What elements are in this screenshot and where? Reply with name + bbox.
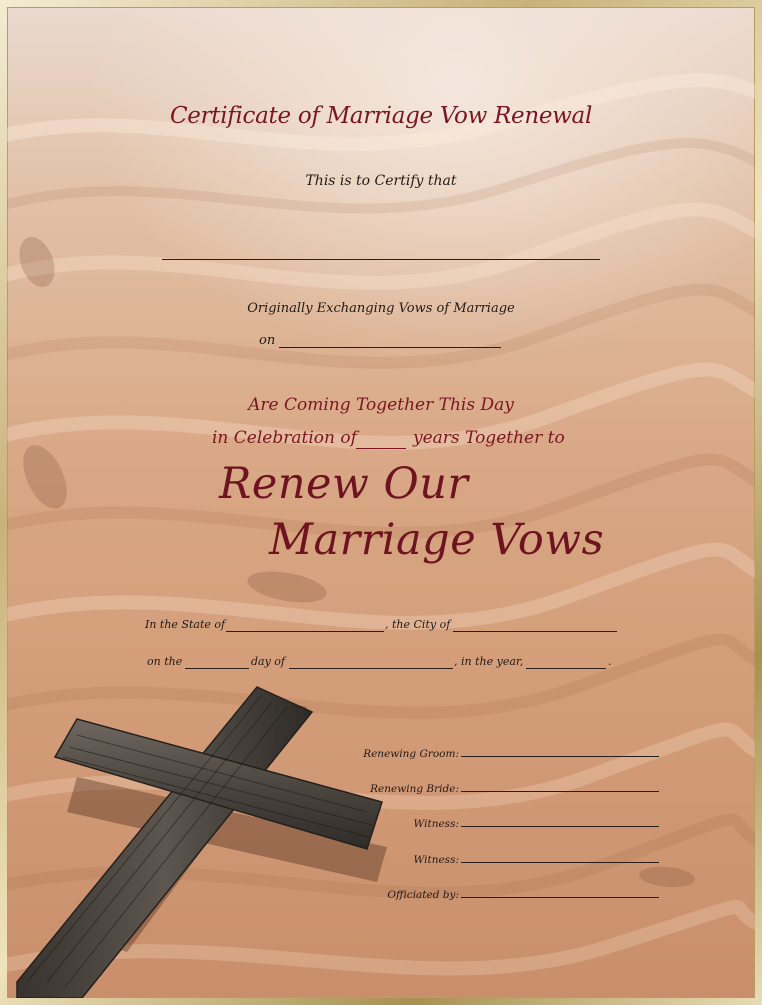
witness2-signature-line[interactable] — [461, 851, 659, 863]
celebration-before-text: in Celebration of — [212, 428, 357, 448]
witness2-label: Witness: — [413, 854, 459, 866]
in-year-label: , in the year, — [454, 655, 524, 668]
bride-label: Renewing Bride: — [370, 783, 459, 795]
on-the-label: on the — [147, 655, 183, 668]
certificate-title: Certificate of Marriage Vow Renewal — [169, 103, 593, 129]
day-of-label: day of — [251, 655, 286, 668]
renew-heading-line2: Marriage Vows — [269, 515, 605, 565]
bride-signature-row — [7, 777, 659, 796]
certificate-paper — [7, 7, 755, 998]
renew-heading-line1: Renew Our — [219, 459, 469, 509]
groom-signature-row — [7, 742, 659, 761]
groom-label: Renewing Groom: — [363, 748, 459, 760]
witness1-label: Witness: — [413, 818, 459, 830]
officiant-signature-line[interactable] — [461, 886, 659, 898]
celebration-after-text: years Together to — [413, 428, 565, 448]
officiant-label: Officiated by: — [387, 889, 459, 901]
on-label: on — [259, 333, 276, 348]
coming-together-text: Are Coming Together This Day — [248, 395, 514, 415]
officiant-signature-row — [7, 883, 659, 902]
certify-text: This is to Certify that — [305, 173, 457, 189]
city-label: , the City of — [385, 618, 451, 631]
groom-signature-line[interactable] — [461, 745, 659, 757]
bride-signature-line[interactable] — [461, 780, 659, 792]
year-period: . — [608, 655, 612, 668]
state-label: In the State of — [145, 618, 226, 631]
originally-text: Originally Exchanging Vows of Marriage — [247, 301, 515, 316]
witness1-signature-row — [7, 812, 659, 831]
witness1-signature-line[interactable] — [461, 815, 659, 827]
witness2-signature-row — [7, 848, 659, 867]
